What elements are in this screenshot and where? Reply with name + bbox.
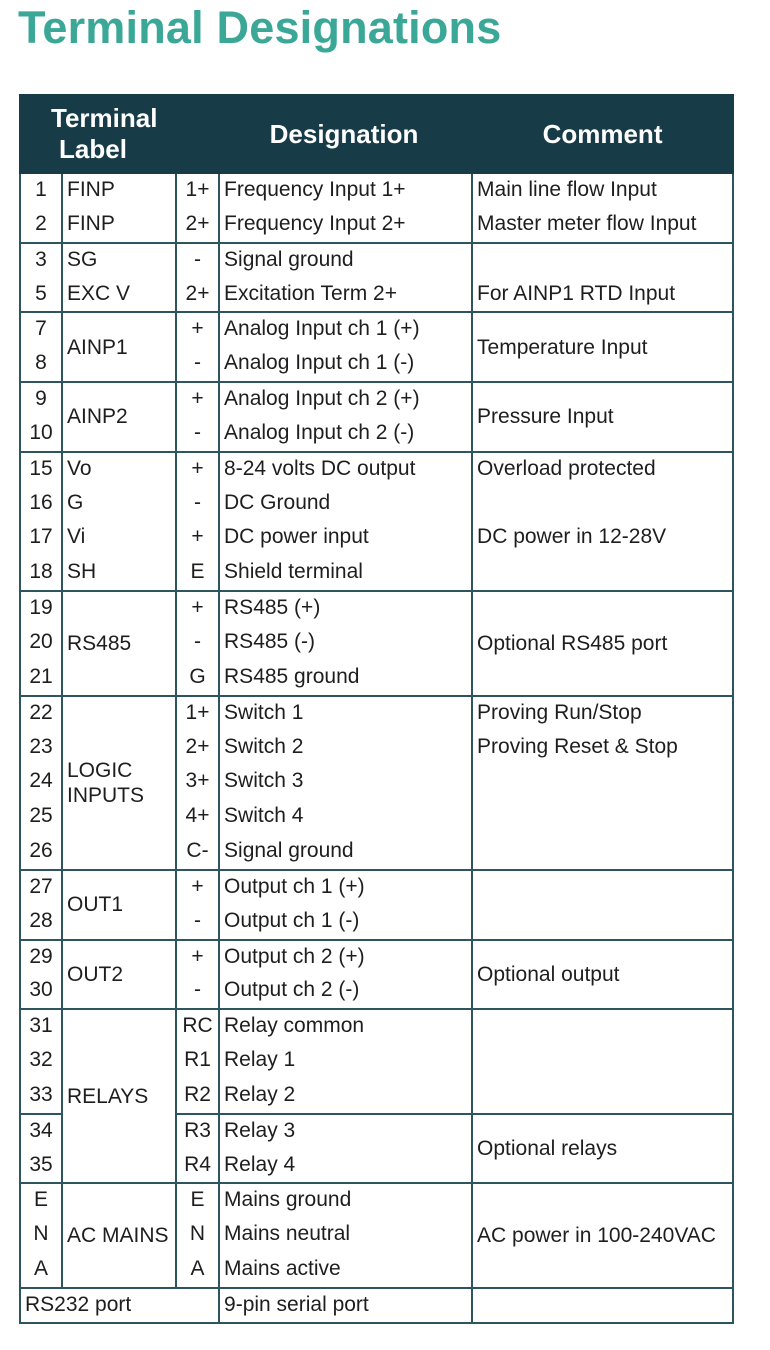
terminal-number-cell: 21 [20, 661, 62, 696]
terminal-number-cell: 16 [20, 487, 62, 522]
designation-cell: Frequency Input 1+ [219, 173, 472, 208]
designation-cell: Output ch 1 (+) [219, 870, 472, 905]
comment-cell [472, 870, 733, 940]
comment-cell [472, 800, 733, 835]
designation-cell: DC Ground [219, 487, 472, 522]
table-row [20, 1009, 733, 1044]
terminal-pin-cell: R3 [176, 1114, 219, 1149]
terminal-number-cell: 24 [20, 765, 62, 800]
terminal-number-cell: 20 [20, 626, 62, 661]
terminal-label-cell: AC MAINS [62, 1183, 176, 1288]
terminal-number-cell: 9 [20, 382, 62, 417]
terminal-pin-cell: G [176, 661, 219, 696]
terminal-pin-cell: + [176, 591, 219, 626]
terminal-pin-cell: + [176, 312, 219, 347]
comment-cell: Optional relays [472, 1114, 733, 1184]
designation-cell: Analog Input ch 2 (+) [219, 382, 472, 417]
designation-cell: Frequency Input 2+ [219, 208, 472, 243]
comment-cell: Proving Reset & Stop [472, 731, 733, 766]
terminal-pin-cell: RC [176, 1009, 219, 1044]
comment-cell: Overload protected [472, 452, 733, 487]
comment-cell: For AINP1 RTD Input [472, 278, 733, 313]
comment-cell: Temperature Input [472, 312, 733, 382]
comment-cell: Master meter flow Input [472, 208, 733, 243]
terminal-pin-cell: + [176, 521, 219, 556]
terminal-pin-cell: R4 [176, 1149, 219, 1184]
designation-cell: Output ch 1 (-) [219, 905, 472, 940]
terminal-pin-cell: 4+ [176, 800, 219, 835]
comment-cell: Pressure Input [472, 382, 733, 452]
terminal-number-cell: 23 [20, 731, 62, 766]
designation-cell: 9-pin serial port [219, 1288, 472, 1323]
terminal-pin-cell: 2+ [176, 278, 219, 313]
terminal-number-cell: 26 [20, 835, 62, 870]
designation-cell: Relay 2 [219, 1079, 472, 1114]
terminal-number-cell: 27 [20, 870, 62, 905]
terminal-number-cell: 28 [20, 905, 62, 940]
terminal-pin-cell: + [176, 870, 219, 905]
table-row [20, 556, 733, 591]
terminal-label-cell: Vi [62, 521, 176, 556]
terminal-pin-cell: + [176, 940, 219, 975]
designation-cell: Excitation Term 2+ [219, 278, 472, 313]
comment-cell [472, 556, 733, 591]
terminal-number-cell: 32 [20, 1044, 62, 1079]
comment-cell [472, 243, 733, 278]
terminal-pin-cell: + [176, 452, 219, 487]
terminal-number-cell: 18 [20, 556, 62, 591]
header-designation: Designation [176, 95, 472, 173]
terminal-label-cell: LOGIC INPUTS [62, 696, 176, 870]
terminal-label-cell: OUT2 [62, 940, 176, 1010]
terminal-number-cell: 22 [20, 696, 62, 731]
designation-cell: Relay 4 [219, 1149, 472, 1184]
terminal-label-cell: AINP1 [62, 312, 176, 382]
terminal-number-cell: 10 [20, 417, 62, 452]
comment-cell: Optional output [472, 940, 733, 1010]
terminal-pin-cell: C- [176, 835, 219, 870]
table-row [20, 208, 733, 243]
terminal-number-cell: 19 [20, 591, 62, 626]
table-row [20, 591, 733, 626]
terminal-number-cell: 25 [20, 800, 62, 835]
designation-cell: Analog Input ch 1 (+) [219, 312, 472, 347]
terminal-pin-cell: R2 [176, 1079, 219, 1114]
terminal-number-cell: 33 [20, 1079, 62, 1114]
terminal-number-cell: RS232 port [20, 1288, 219, 1323]
comment-cell [472, 835, 733, 870]
designation-cell: Relay common [219, 1009, 472, 1044]
terminal-number-cell: 15 [20, 452, 62, 487]
terminal-label-cell: AINP2 [62, 382, 176, 452]
table-row [20, 1183, 733, 1218]
terminal-label-cell: RS485 [62, 591, 176, 696]
designation-cell: Mains neutral [219, 1218, 472, 1253]
terminal-pin-cell: - [176, 243, 219, 278]
table-row [20, 487, 733, 522]
designation-cell: Switch 1 [219, 696, 472, 731]
terminal-label-cell: SG [62, 243, 176, 278]
terminal-pin-cell: 1+ [176, 696, 219, 731]
designation-cell: Analog Input ch 1 (-) [219, 347, 472, 382]
terminal-pin-cell: 2+ [176, 208, 219, 243]
terminal-pin-cell: R1 [176, 1044, 219, 1079]
terminal-number-cell: N [20, 1218, 62, 1253]
terminal-number-cell: 17 [20, 521, 62, 556]
terminal-label-cell: FINP [62, 173, 176, 208]
designation-cell: Relay 1 [219, 1044, 472, 1079]
comment-cell [472, 1288, 733, 1323]
table-row [20, 452, 733, 487]
comment-cell: Optional RS485 port [472, 591, 733, 696]
table-header-row [20, 95, 733, 173]
terminal-pin-cell: - [176, 417, 219, 452]
table-row [20, 1288, 733, 1323]
terminal-pin-cell: - [176, 487, 219, 522]
terminal-number-cell: 30 [20, 974, 62, 1009]
terminal-label-cell: OUT1 [62, 870, 176, 940]
designation-cell: Analog Input ch 2 (-) [219, 417, 472, 452]
terminal-label-cell: RELAYS [62, 1009, 176, 1183]
comment-cell: AC power in 100-240VAC [472, 1183, 733, 1288]
table-row [20, 173, 733, 208]
comment-cell [472, 765, 733, 800]
terminal-pin-cell: A [176, 1253, 219, 1288]
terminal-label-cell: Vo [62, 452, 176, 487]
terminal-designations-table [19, 94, 734, 1324]
comment-cell [472, 1009, 733, 1114]
terminal-pin-cell: - [176, 626, 219, 661]
comment-cell [472, 487, 733, 522]
terminal-label-cell: EXC V [62, 278, 176, 313]
terminal-number-cell: 31 [20, 1009, 62, 1044]
table-row [20, 696, 733, 731]
designation-cell: 8-24 volts DC output [219, 452, 472, 487]
header-terminal-label: Terminal Label [20, 95, 176, 173]
terminal-pin-cell: - [176, 347, 219, 382]
table-body [20, 173, 733, 1323]
table-row [20, 382, 733, 417]
designation-cell: Shield terminal [219, 556, 472, 591]
header-comment: Comment [472, 95, 733, 173]
terminal-number-cell: E [20, 1183, 62, 1218]
terminal-number-cell: 5 [20, 278, 62, 313]
designation-cell: RS485 ground [219, 661, 472, 696]
designation-cell: RS485 (+) [219, 591, 472, 626]
designation-cell: Relay 3 [219, 1114, 472, 1149]
designation-cell: Mains ground [219, 1183, 472, 1218]
designation-cell: Output ch 2 (+) [219, 940, 472, 975]
table-row [20, 243, 733, 278]
terminal-number-cell: 3 [20, 243, 62, 278]
designation-cell: Switch 4 [219, 800, 472, 835]
terminal-pin-cell: - [176, 905, 219, 940]
terminal-pin-cell: 1+ [176, 173, 219, 208]
terminal-pin-cell: 3+ [176, 765, 219, 800]
designation-cell: DC power input [219, 521, 472, 556]
table-row [20, 521, 733, 556]
page-title: Terminal Designations [18, 2, 502, 53]
comment-cell: DC power in 12-28V [472, 521, 733, 556]
terminal-label-cell: FINP [62, 208, 176, 243]
terminal-number-cell: 7 [20, 312, 62, 347]
terminal-pin-cell: - [176, 974, 219, 1009]
designation-cell: Mains active [219, 1253, 472, 1288]
table-row [20, 940, 733, 975]
terminal-pin-cell: E [176, 1183, 219, 1218]
terminal-label-cell: G [62, 487, 176, 522]
designation-cell: Signal ground [219, 835, 472, 870]
terminal-number-cell: 2 [20, 208, 62, 243]
designation-cell: Output ch 2 (-) [219, 974, 472, 1009]
table-row [20, 312, 733, 347]
designation-cell: Switch 2 [219, 731, 472, 766]
terminal-pin-cell: E [176, 556, 219, 591]
table-row [20, 870, 733, 905]
terminal-number-cell: A [20, 1253, 62, 1288]
terminal-number-cell: 1 [20, 173, 62, 208]
table-row [20, 278, 733, 313]
designation-cell: RS485 (-) [219, 626, 472, 661]
designation-cell: Signal ground [219, 243, 472, 278]
comment-cell: Main line flow Input [472, 173, 733, 208]
terminal-pin-cell: + [176, 382, 219, 417]
comment-cell: Proving Run/Stop [472, 696, 733, 731]
terminal-pin-cell: N [176, 1218, 219, 1253]
terminal-number-cell: 29 [20, 940, 62, 975]
terminal-number-cell: 8 [20, 347, 62, 382]
terminal-number-cell: 34 [20, 1114, 62, 1149]
terminal-number-cell: 35 [20, 1149, 62, 1184]
terminal-pin-cell: 2+ [176, 731, 219, 766]
designation-cell: Switch 3 [219, 765, 472, 800]
terminal-label-cell: SH [62, 556, 176, 591]
